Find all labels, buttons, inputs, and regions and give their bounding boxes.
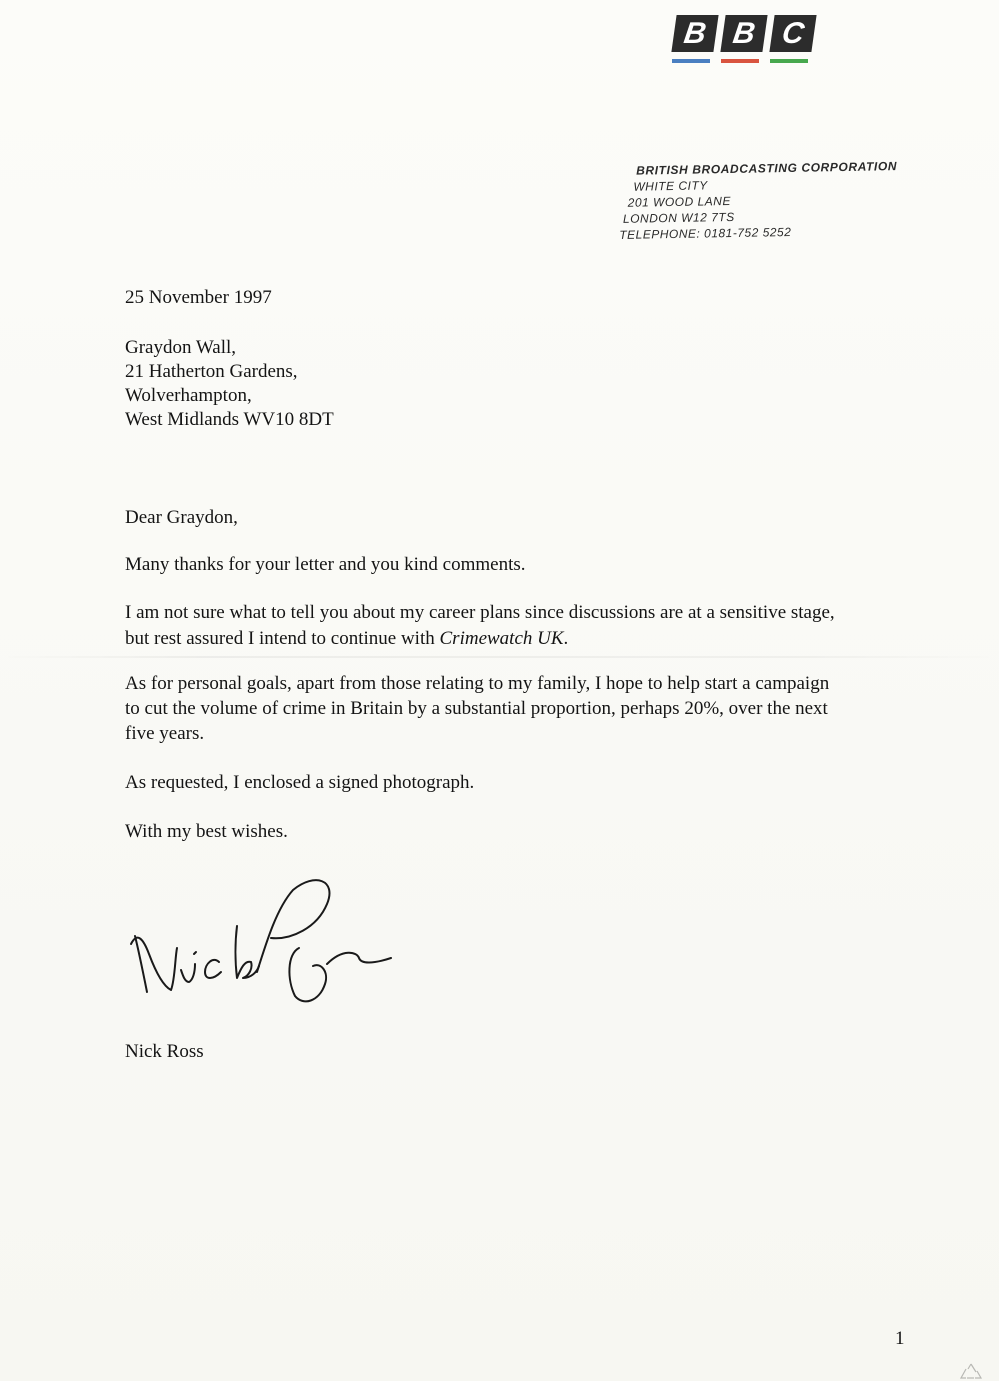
career-line-2-suffix: . xyxy=(563,628,569,649)
letterhead-address xyxy=(616,158,917,243)
signatory-name: Nick Ross xyxy=(125,1041,204,1062)
paragraph-goals-line-3: five years. xyxy=(125,723,205,744)
address-line-3: LONDON W12 7TS xyxy=(622,209,735,226)
logo-letter-b1: B xyxy=(671,15,718,52)
paragraph-career-line-2 xyxy=(125,627,568,651)
paragraph-goals-line-2: to cut the volume of crime in Britain by a substantial proportion, perhaps 20%, over the next xyxy=(125,698,828,719)
address-line-1: WHITE CITY xyxy=(633,178,708,194)
bbc-logo xyxy=(670,15,820,65)
paragraph-photograph: As requested, I enclosed a signed photograph. xyxy=(125,772,475,793)
logo-bar-red xyxy=(721,59,759,63)
recipient-name: Graydon Wall, xyxy=(125,337,237,358)
salutation: Dear Graydon, xyxy=(125,507,238,528)
address-line-2: 201 WOOD LANE xyxy=(627,194,732,210)
page-number: 1 xyxy=(895,1328,905,1349)
recipient-region: West Midlands WV10 8DT xyxy=(125,409,334,430)
paragraph-thanks: Many thanks for your letter and you kind comments. xyxy=(125,554,526,575)
recipient-street: 21 Hatherton Gardens, xyxy=(125,361,298,382)
paragraph-goals-line-1: As for personal goals, apart from those relating to my family, I hope to help start a campaign xyxy=(125,673,830,694)
telephone-line: TELEPHONE: 0181-752 5252 xyxy=(619,224,792,242)
letter-date: 25 November 1997 xyxy=(125,287,272,308)
recipient-town: Wolverhampton, xyxy=(125,385,252,406)
closing: With my best wishes. xyxy=(125,821,288,842)
logo-bar-blue xyxy=(672,59,710,63)
logo-bar-green xyxy=(770,59,808,63)
logo-letter-c: C xyxy=(769,15,816,52)
programme-title: Crimewatch UK xyxy=(439,628,564,649)
paper-fold-line xyxy=(0,656,999,658)
handwritten-signature xyxy=(125,868,400,1008)
recycle-icon xyxy=(957,1360,985,1381)
logo-letter-b2: B xyxy=(720,15,767,52)
paragraph-career-line-1: I am not sure what to tell you about my career plans since discussions are at a sensitive stage, xyxy=(125,602,835,623)
organisation-name: BRITISH BROADCASTING CORPORATION xyxy=(636,159,898,178)
career-line-2-prefix: but rest assured I intend to continue with xyxy=(125,628,440,649)
